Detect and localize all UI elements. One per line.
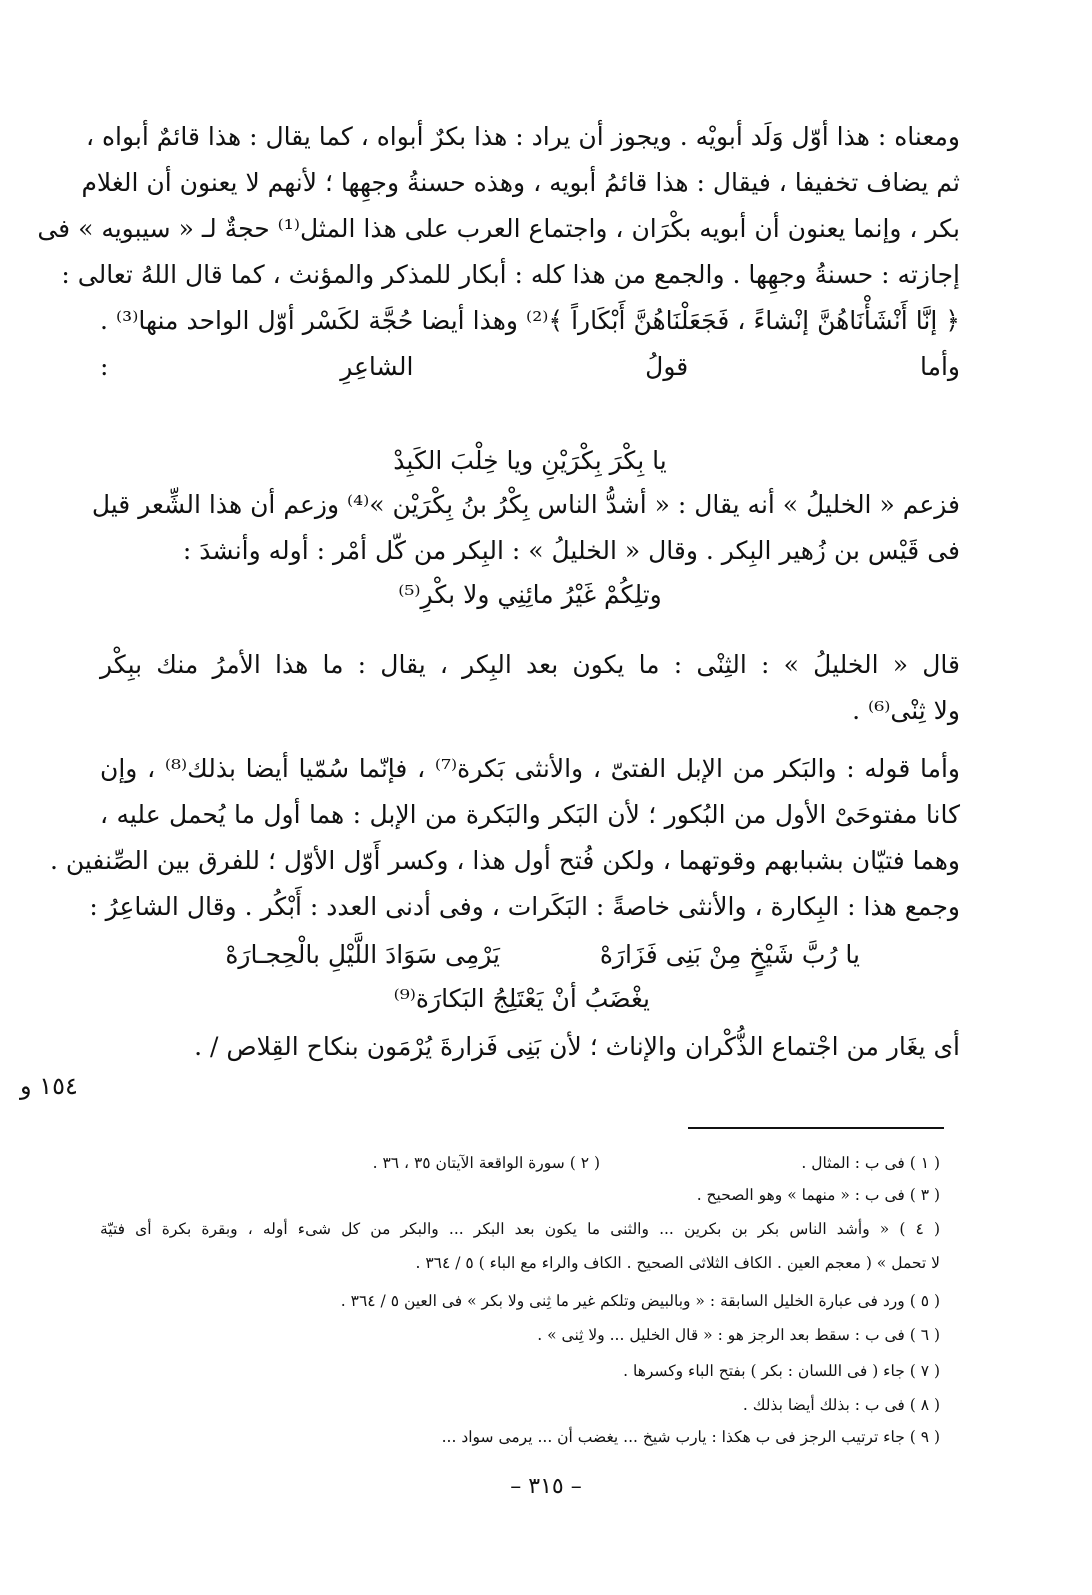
text-line: ولا ثِنْى⁽⁶⁾ . xyxy=(852,696,960,725)
footnote-line: ( ٩ ) جاء ترتيب الرجز فى ب هكذا : يارب شيخ ... يغضب أن ... يرمى سواد ... xyxy=(441,1428,940,1446)
footnote-separator xyxy=(688,1127,944,1129)
text-line xyxy=(100,386,960,432)
footnote-line: ( ٦ ) فى ب : سقط بعد الرجز هو : « قال الخليل ... ولا ثِنى » . xyxy=(537,1326,940,1344)
hemistich-left: يَرْمِى سَوَادَ اللَّيْلِ بالْحِجـارَهْ xyxy=(225,940,500,969)
page-number: – ٣١٥ – xyxy=(510,1474,582,1499)
footnote-line: ( ٣ ) فى ب : « منهما » وهو الصحيح . xyxy=(696,1186,940,1204)
footnote-line: ( ٤ ) « وأشد الناس بكر بن بكرين ... والثنى ما يكون بعد البكر ... والبكر من كل شىء أوله ، وبقرة بكرة أى فتيّة xyxy=(100,1220,940,1238)
hemistich-right: يا رُبَّ شَيْخٍ مِنْ بَنِى فَزَارَهْ xyxy=(599,940,860,969)
text-line: كانا مفتوحَىْ الأول من البُكور ؛ لأن البَكر والبَكرة من الإبل : هما أول ما يُحمل عليه ، xyxy=(100,800,960,829)
text-line: وأما قولُ الشاعِرِ : xyxy=(100,352,960,381)
footnote-line: ( ٧ ) جاء ( فى اللسان : بكر ) بفتح الباء وكسرها . xyxy=(623,1362,940,1380)
text-line: فى قَيْس بن زُهير البِكر . وقال « الخليلُ » : البِكر من كّل أمْر : أوله وأنشدَ : xyxy=(182,536,960,565)
text-line: ﴿ إنَّا أَنْشَأْنَاهُنَّ إنْشاءً ، فَجَعَلْنَاهُنَّ أَبْكَاراً ﴾⁽²⁾ وهذا أيضا حُجَّة لكَسْر أوّل الواحد منها⁽³⁾ . xyxy=(100,306,960,335)
text-line: قال « الخليلُ » : الثِنْى : ما يكون بعد البِكر ، يقال : ما هذا الأمرُ منك ببِكْر xyxy=(100,650,960,679)
footnote-line: ( ٨ ) فى ب : بذلك أيضا بذلك . xyxy=(742,1396,940,1414)
footnote-line: ( ١ ) فى ب : المثال . ( ٢ ) سورة الواقعة الآيتان ٣٥ ، ٣٦ . xyxy=(372,1154,940,1172)
rajaz-verse xyxy=(100,932,960,978)
footnote-line: ( ٥ ) ورد فى عبارة الخليل السابقة : « وبالبيض وتلكم غير ما ثِنى ولا بكر » فى العين ٥ / ٣٦٤ . xyxy=(340,1292,940,1310)
text-line: بكر ، وإنما يعنون أن أبويه بكْرَان ، واجتماع العرب على هذا المثل⁽¹⁾ حجةٌ لـ « سيبويه » فى xyxy=(37,214,960,243)
text-line: فزعم « الخليلُ » أنه يقال : « أشدُّ الناس بِكْرُ بنُ بِكْرَيْن »⁽⁴⁾ وزعم أن هذا الشِّعر قيل xyxy=(91,490,960,519)
text-line: وجمع هذا : البِكارة ، والأنثى خاصةً : البَكَرات ، وفى أدنى العدد : أَبْكُر . وقال الشاعِرُ : xyxy=(89,892,960,921)
text-line: ومعناه : هذا أوّل وَلَد أبويْه . ويجوز أن يراد : هذا بكرٌ أبواه ، كما يقال : هذا قائمٌ أبواه ، xyxy=(85,122,960,151)
text-line: ثم يضاف تخفيفا ، فيقال : هذا قائمُ أبويه ، وهذه حسنةُ وجهِها ؛ لأنهم لا يعنون أن الغلام xyxy=(81,168,960,197)
footnote-line: لا تحمل » ( معجم العين . الكاف الثلاثى الصحيح . الكاف والراء مع الباء ) ٥ / ٣٦٤ . xyxy=(415,1254,940,1272)
manuscript-folio-marker: ١٥٤ و xyxy=(20,1072,78,1100)
text-line: وأما قوله : والبَكر من الإبل الفتىّ ، والأنثى بَكرة⁽⁷⁾ ، فإنّما سُمّيا أيضا بذلك⁽⁸⁾ ، وإن xyxy=(100,754,960,783)
text-line: إجازته : حسنةُ وجهِها . والجمع من هذا كله : أبكار للمذكر والمؤنث ، كما قال اللهُ تعالى : xyxy=(61,260,960,289)
verse-line: يا بِكْرَ بِكْرَيْنِ ويا خِلْبَ الكَبِدْ xyxy=(393,446,667,475)
verse-line: وتلِكُمْ غَيْرُ مائِنِي ولا بكْرِ⁽⁵⁾ xyxy=(398,580,662,609)
text-line: وهما فتيّان بشبابهم وقوتهما ، ولكن فُتح أول هذا ، وكسر أَوّل الأوّل ؛ للفرق بين الصِّنفين . xyxy=(49,846,960,875)
hemistich: يغْضَبُ أنْ يَعْتَلِجُ البَكارَة⁽⁹⁾ xyxy=(393,984,650,1013)
text-line: أى يغَار من اجْتماع الذُّكْران والإناث ؛ لأن بَنِى فَزارةَ يُرْمَون بنكاح القِلاص / . xyxy=(194,1032,960,1061)
rajaz-verse xyxy=(100,976,960,1022)
